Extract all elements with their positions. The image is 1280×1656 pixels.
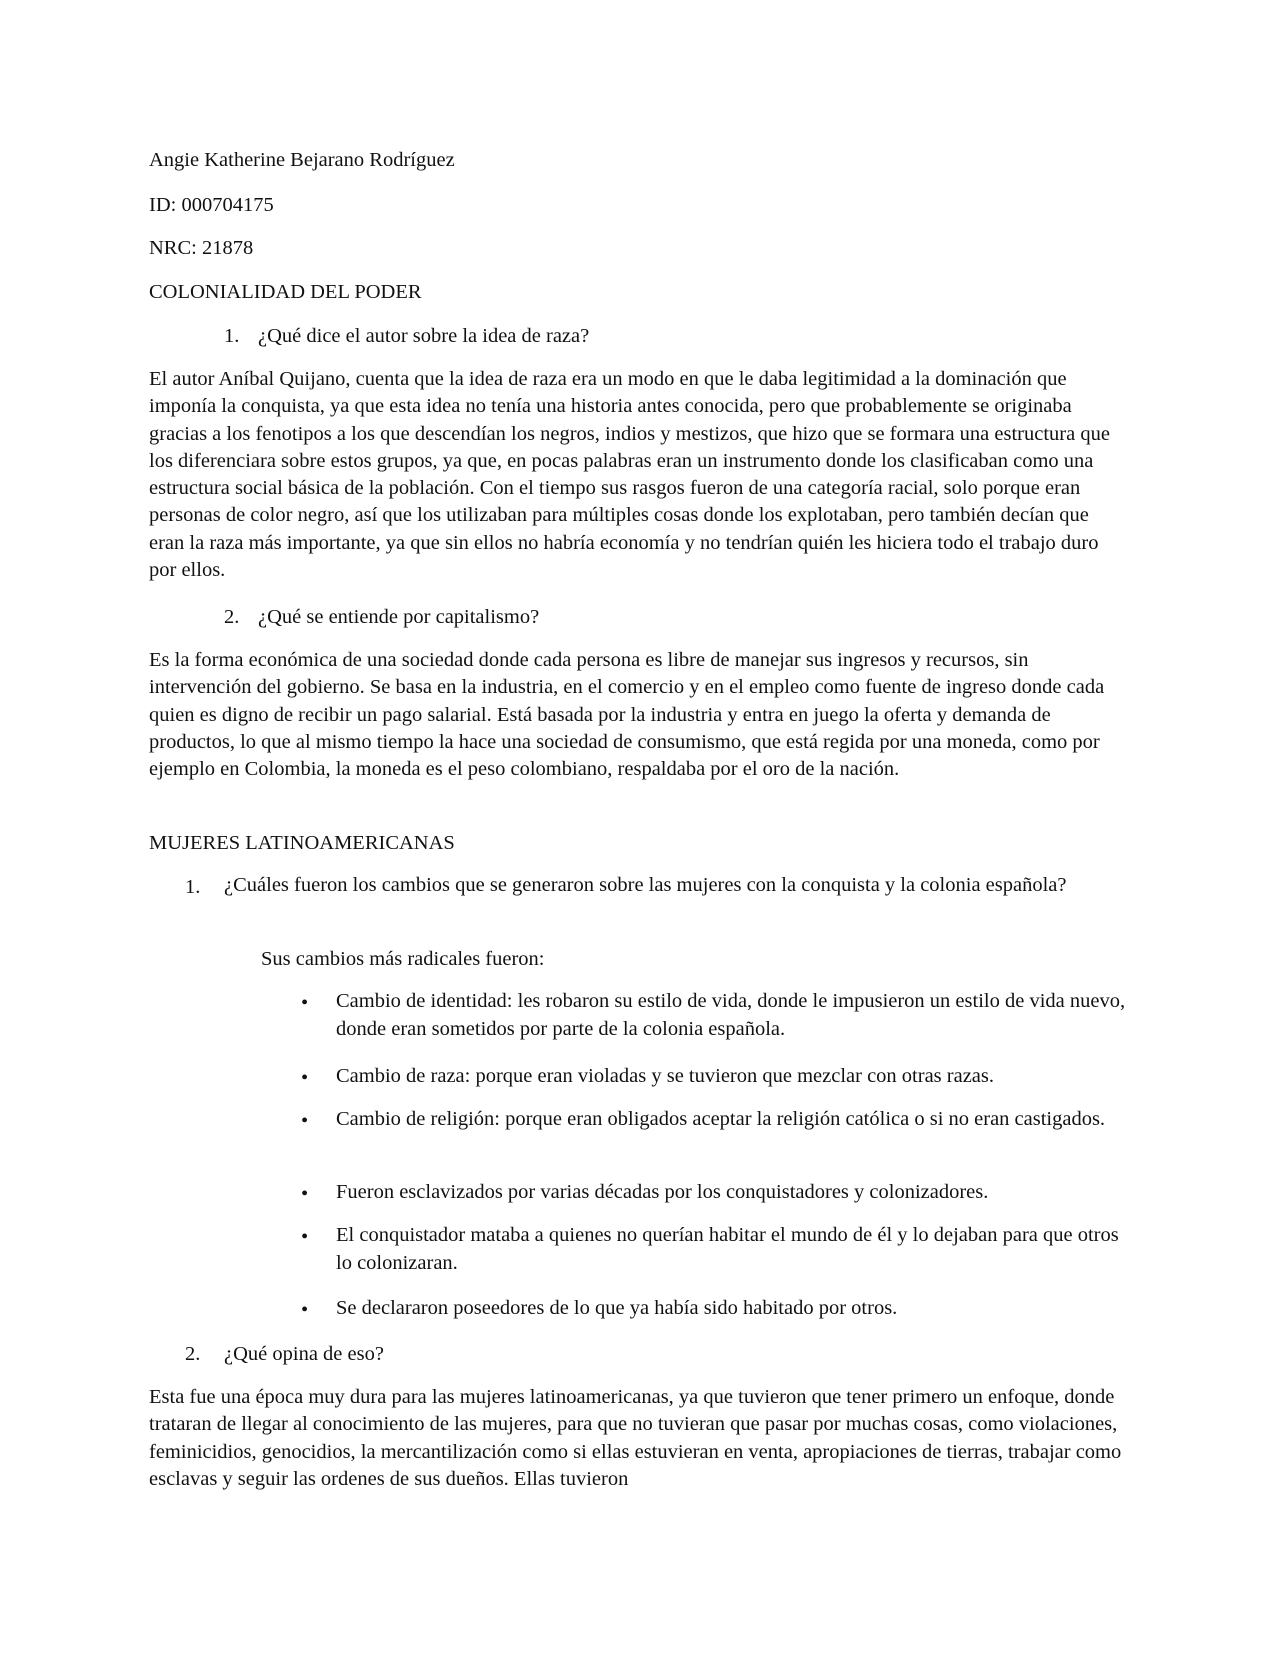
bullet-marker: • bbox=[301, 1067, 309, 1089]
bullet-marker: • bbox=[301, 1226, 309, 1248]
question-number: 2. bbox=[224, 606, 240, 628]
question-raza: ¿Qué dice el autor sobre la idea de raza? bbox=[258, 325, 590, 347]
bullet-marker: • bbox=[301, 1183, 309, 1205]
bullet-marker: • bbox=[301, 992, 309, 1014]
question-number: 1. bbox=[224, 325, 240, 347]
changes-intro: Sus cambios más radicales fueron: bbox=[261, 948, 545, 970]
question-opinion: ¿Qué opina de eso? bbox=[224, 1343, 384, 1365]
student-id: ID: 000704175 bbox=[149, 194, 274, 216]
section-title-colonialidad: COLONIALIDAD DEL PODER bbox=[149, 281, 422, 303]
bullet-item: Fueron esclavizados por varias décadas por los conquistadores y colonizadores. bbox=[336, 1181, 989, 1203]
answer-capitalismo-paragraph: Es la forma económica de una sociedad donde cada persona es libre de manejar sus ingresos y recursos, sin intervención del gobierno. Se basa en la industria, en el comercio y en el empleo como fuente de ingreso donde cada quien es digno de recibir un pago salarial. Está basada por la industria y entra en juego la oferta y demanda de productos, lo que al mismo tiempo la hace una sociedad de consumismo, que está regida por una moneda, como por ejemplo en Colombia, la moneda es el peso colombiano, respaldaba por el oro de la nación. bbox=[149, 649, 1105, 781]
bullet-marker: • bbox=[301, 1299, 309, 1321]
question-number: 1. bbox=[185, 876, 201, 898]
question-cambios: ¿Cuáles fueron los cambios que se generaron sobre las mujeres con la conquista y la colonia española? bbox=[224, 874, 1067, 896]
bullet-item: Se declararon poseedores de lo que ya había sido habitado por otros. bbox=[336, 1297, 898, 1319]
question-capitalismo: ¿Qué se entiende por capitalismo? bbox=[258, 606, 540, 628]
bullet-item: Cambio de religión: porque eran obligados aceptar la religión católica o si no eran castigados. bbox=[336, 1108, 1106, 1130]
bullet-item: Cambio de identidad: les robaron su estilo de vida, donde le impusieron un estilo de vida nuevo, donde eran sometidos por parte de la colonia española. bbox=[336, 990, 1126, 1040]
answer-opinion-paragraph: Esta fue una época muy dura para las mujeres latinoamericanas, ya que tuvieron que tener primero un enfoque, donde trataran de llegar al conocimiento de las mujeres, para que no tuvieran que pasar por muchas cosas, como violaciones, feminicidios, genocidios, la mercantilización como si ellas estuvieran en venta, apropiaciones de tierras, trabajar como esclavas y seguir las ordenes de sus dueños. Ellas tuvieron bbox=[149, 1386, 1122, 1490]
bullet-marker: • bbox=[301, 1110, 309, 1132]
bullet-item: El conquistador mataba a quienes no querían habitar el mundo de él y lo dejaban para que otros lo colonizaran. bbox=[336, 1224, 1119, 1274]
author-name: Angie Katherine Bejarano Rodríguez bbox=[149, 149, 455, 171]
nrc-code: NRC: 21878 bbox=[149, 237, 254, 259]
question-number: 2. bbox=[185, 1343, 201, 1365]
bullet-item: Cambio de raza: porque eran violadas y se tuvieron que mezclar con otras razas. bbox=[336, 1065, 995, 1087]
section-title-mujeres: MUJERES LATINOAMERICANAS bbox=[149, 832, 455, 854]
answer-raza-paragraph: El autor Aníbal Quijano, cuenta que la idea de raza era un modo en que le daba legitimidad a la dominación que imponía la conquista, ya que esta idea no tenía una historia antes conocida, pero que probablemente se originaba gracias a los fenotipos a los que descendían los negros, indios y mestizos, que hizo que se formara una estructura que los diferenciara sobre estos grupos, ya que, en pocas palabras eran un instrumento donde los clasificaban como una estructura social básica de la población. Con el tiempo sus rasgos fueron de una categoría racial, solo porque eran personas de color negro, así que los utilizaban para múltiples cosas donde los explotaban, pero también decían que eran la raza más importante, ya que sin ellos no habría economía y no tendrían quién les hiciera todo el trabajo duro por ellos. bbox=[149, 368, 1110, 582]
